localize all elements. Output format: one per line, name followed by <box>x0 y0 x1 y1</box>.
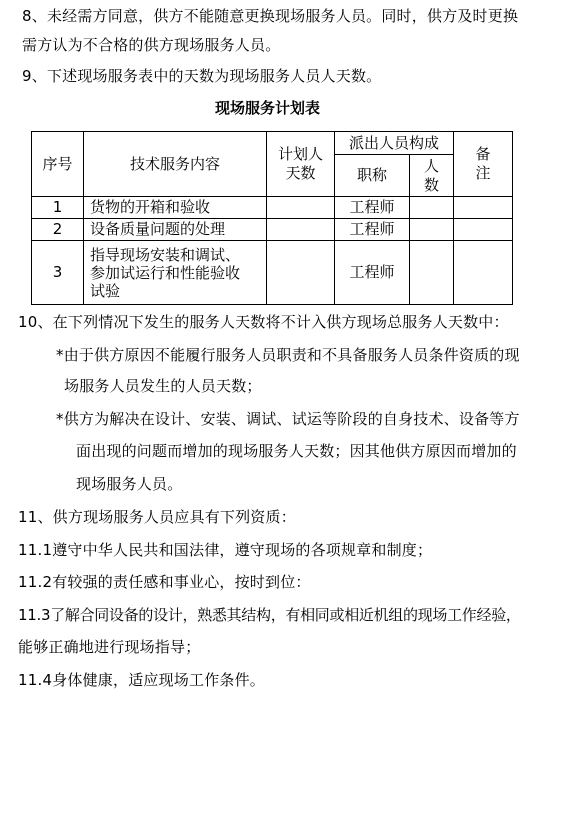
para-11-1: 11.1遵守中华人民共和国法律，遵守现场的各项规章和制度； <box>18 541 433 559</box>
para-8-line1: 8、未经需方同意，供方不能随意更换现场服务人员。同时，供方及时更换 <box>22 7 519 25</box>
cell-content-line: 参加试运行和性能验收 <box>90 263 241 282</box>
cell-content-line: 指导现场安装和调试、 <box>90 245 241 264</box>
cell-role: 工程师 <box>335 219 410 241</box>
table-row <box>32 241 513 305</box>
header-content: 技术服务内容 <box>84 132 267 197</box>
cell-content: 设备质量问题的处理 <box>84 219 267 241</box>
cell-remark <box>454 219 513 241</box>
cell-plan-days <box>267 241 335 305</box>
para-11-3-line2: 能够正确地进行现场指导； <box>18 638 201 656</box>
cell-content: 货物的开箱和验收 <box>84 197 267 219</box>
bullet-1-line2: 场服务人员发生的人员天数； <box>64 377 262 395</box>
cell-role: 工程师 <box>335 241 410 305</box>
service-plan-table <box>31 131 513 305</box>
cell-remark <box>454 241 513 305</box>
header-remark-line2: 注 <box>475 164 491 182</box>
para-11: 11、供方现场服务人员应具有下列资质： <box>18 508 296 526</box>
para-10: 10、在下列情况下发生的服务人天数将不计入供方现场总服务人天数中： <box>18 313 509 331</box>
para-8-line2: 需方认为不合格的供方现场服务人员。 <box>22 36 281 54</box>
header-remark <box>454 132 513 197</box>
cell-count <box>410 219 454 241</box>
header-plan-days-line1: 计划人 <box>277 145 323 163</box>
bullet-2-line3: 现场服务人员。 <box>76 475 183 493</box>
header-count-line1: 人 <box>423 156 439 175</box>
bullet-1-line1: *由于供方原因不能履行服务人员职责和不具备服务人员条件资质的现 <box>56 346 520 364</box>
para-11-4: 11.4身体健康，适应现场工作条件。 <box>18 671 265 689</box>
cell-seq: 2 <box>32 219 84 241</box>
cell-content <box>84 241 267 305</box>
header-plan-days <box>267 132 335 197</box>
cell-remark <box>454 197 513 219</box>
cell-role: 工程师 <box>335 197 410 219</box>
cell-count <box>410 241 454 305</box>
para-11-3-line1: 11.3了解合同设备的设计，熟悉其结构，有相同或相近机组的现场工作经验， <box>18 606 521 624</box>
para-11-2: 11.2有较强的责任感和事业心，按时到位： <box>18 573 311 591</box>
cell-plan-days <box>267 219 335 241</box>
table-row <box>32 219 513 241</box>
table-title: 现场服务计划表 <box>214 99 320 117</box>
bullet-2-line2: 面出现的问题而增加的现场服务人天数；因其他供方原因而增加的 <box>76 442 517 460</box>
cell-plan-days <box>267 197 335 219</box>
table-row <box>32 197 513 219</box>
header-seq: 序号 <box>32 132 84 197</box>
header-dispatch: 派出人员构成 <box>335 132 454 155</box>
header-count-line2: 数 <box>423 175 439 194</box>
header-role: 职称 <box>335 155 410 197</box>
header-plan-days-line2: 天数 <box>285 164 316 182</box>
bullet-2-line1: *供方为解决在设计、安装、调试、试运等阶段的自身技术、设备等方 <box>56 410 520 428</box>
cell-seq: 1 <box>32 197 84 219</box>
header-count <box>410 155 454 197</box>
cell-count <box>410 197 454 219</box>
cell-seq: 3 <box>32 241 84 305</box>
header-remark-line1: 备 <box>475 145 491 163</box>
para-9: 9、下述现场服务表中的天数为现场服务人员人天数。 <box>22 67 382 85</box>
cell-content-line: 试验 <box>90 281 121 300</box>
